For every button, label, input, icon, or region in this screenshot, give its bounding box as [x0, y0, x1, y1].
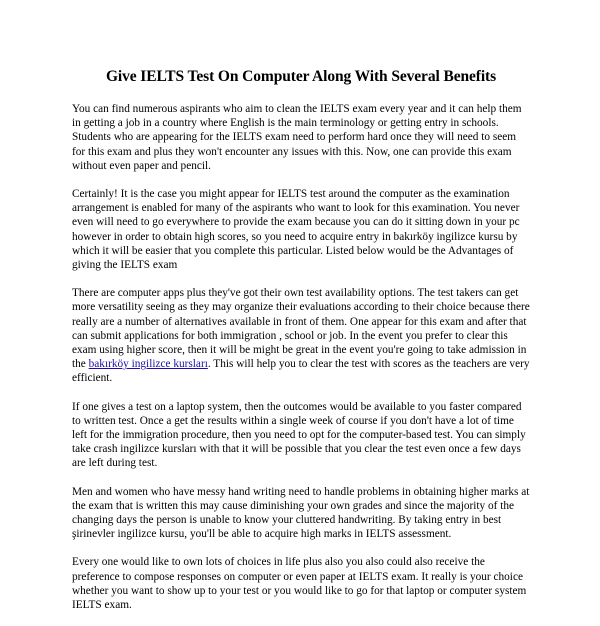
paragraph-test-availability — [72, 286, 530, 385]
paragraph-computer-test: Certainly! It is the case you might appear for IELTS test around the computer as the examination arrangement is enabled for many of the aspirants who want to look for this examination. You never even will need to go everywhere to provide the exam because you can do it sitting down in your pc however in order to obtain high scores, so you need to acquire entry in bakırköy ingilizce kursu by which it will be easier that you complete this particular. Listed below would be the Advantages of giving the IELTS exam — [72, 188, 520, 272]
paragraph-intro: You can find numerous aspirants who aim to clean the IELTS exam every year and it can help them in getting a job in a country where English is the main terminology or getting entry in schools. Students who are appearing for the IELTS exam need to perform hard once they will need to seem for this exam and plus they won't encounter any issues with this. Now, one can provide this exam without even paper and pencil. — [72, 103, 522, 172]
document-page — [72, 68, 530, 626]
paragraph-text-after-link: . This will help you to clear the test with scores as the teachers are very efficient. — [72, 358, 530, 385]
paragraph-faster-results: If one gives a test on a laptop system, then the outcomes would be available to you faster compared to written test. Once a get the results within a single week of course if you don't have a lot of time left for the immigration procedure, then you need to opt for the computer-based test. You can simply take crash ingilizce kursları with that it will be possible that you clear the test even once a few days are left during test. — [72, 400, 526, 470]
bakirkoy-course-link[interactable]: bakırköy ingilizce kursları — [88, 358, 208, 371]
paragraph-choices: Every one would like to own lots of choices in life plus also you also could also receive the preference to compose responses on computer or even paper at IELTS exam. It really is your choice whether you want to show up to your test or you would like to go for that laptop or computer system IELTS exam. — [72, 556, 527, 612]
document-title: Give IELTS Test On Computer Along With Several Benefits — [105, 68, 497, 85]
paragraph-handwriting: Men and women who have messy hand writing need to handle problems in obtaining higher marks at the exam that is written this may cause diminishing your own grades and since the majority of the changing days the person is unable to know your cluttered handwriting. By taking entry in best şirinevler ingilizce kursu, you'll be able to acquire high marks in IELTS assessment. — [72, 485, 530, 541]
paragraph-text-before-link: There are computer apps plus they've got their own test availability options. The test takers can get more versatility seeing as they may organize their evaluations according to their choice because there really are a number of alternatives available in front of them. One appear for this exam and after that can submit applications for both immigration , school or job. In the event you prefer to clear this exam using higher score, then it will be might be great in the event you're going to take admission in the — [72, 287, 530, 371]
